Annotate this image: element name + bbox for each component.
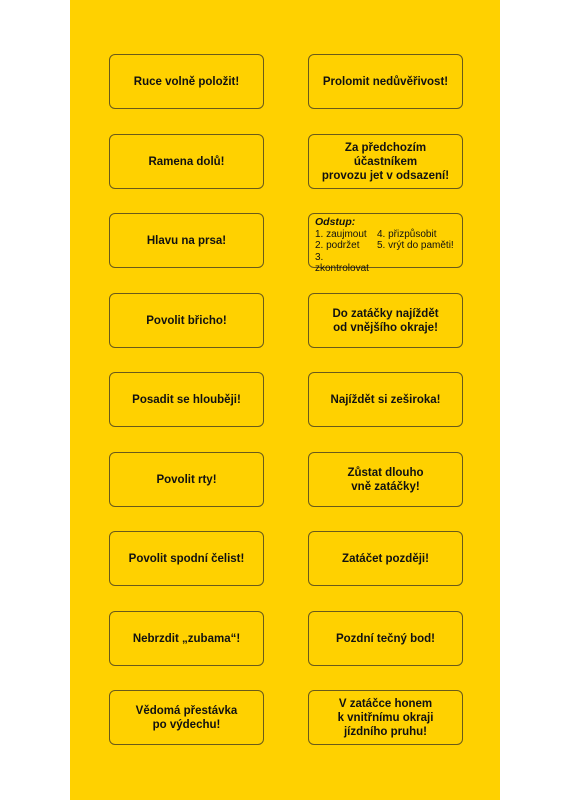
odstup-title: Odstup: [315, 216, 356, 228]
card-vnejsi-okraj[interactable]: Do zatáčky najíždět od vnějšího okraje! [308, 293, 463, 348]
card-odstup[interactable] [308, 213, 463, 274]
card-ruce-volne[interactable]: Ruce volně položit! [109, 54, 264, 109]
card-povolit-celist[interactable]: Povolit spodní čelist! [109, 531, 264, 586]
card-vedoma-prestavka[interactable]: Vědomá přestávka po výdechu! [109, 690, 264, 745]
card-odsazeni[interactable]: Za předchozím účastníkem provozu jet v odsazení! [308, 134, 463, 189]
card-zesiroka[interactable]: Najíždět si zeširoka! [308, 372, 463, 427]
card-tecny-bod[interactable]: Pozdní tečný bod! [308, 611, 463, 666]
card-vnitrni-okraj[interactable]: V zatáčce honem k vnitřnímu okraji jízdního pruhu! [308, 690, 463, 745]
card-prolomit[interactable]: Prolomit nedůvěřivost! [308, 54, 463, 109]
odstup-list [315, 229, 456, 275]
odstup-item: 3. zkontrolovat [315, 251, 369, 274]
card-povolit-rty[interactable]: Povolit rty! [109, 452, 264, 507]
card-posadit-se[interactable]: Posadit se hlouběji! [109, 372, 264, 427]
odstup-item: 1. zaujmout [315, 228, 367, 240]
card-povolit-bricho[interactable]: Povolit břicho! [109, 293, 264, 348]
card-hlavu-na-prsa[interactable]: Hlavu na prsa! [109, 213, 264, 268]
card-ramena-dolu[interactable]: Ramena dolů! [109, 134, 264, 189]
odstup-item: 2. podržet [315, 240, 360, 251]
card-zatacet-pozdeji[interactable]: Zatáčet později! [308, 531, 463, 586]
odstup-item: 4. přizpůsobit [377, 228, 437, 240]
card-vne-zatacky[interactable]: Zůstat dlouho vně zatáčky! [308, 452, 463, 507]
card-nebrzdit[interactable]: Nebrzdit „zubama“! [109, 611, 264, 666]
odstup-item: 5. vrýt do paměti! [377, 240, 454, 251]
